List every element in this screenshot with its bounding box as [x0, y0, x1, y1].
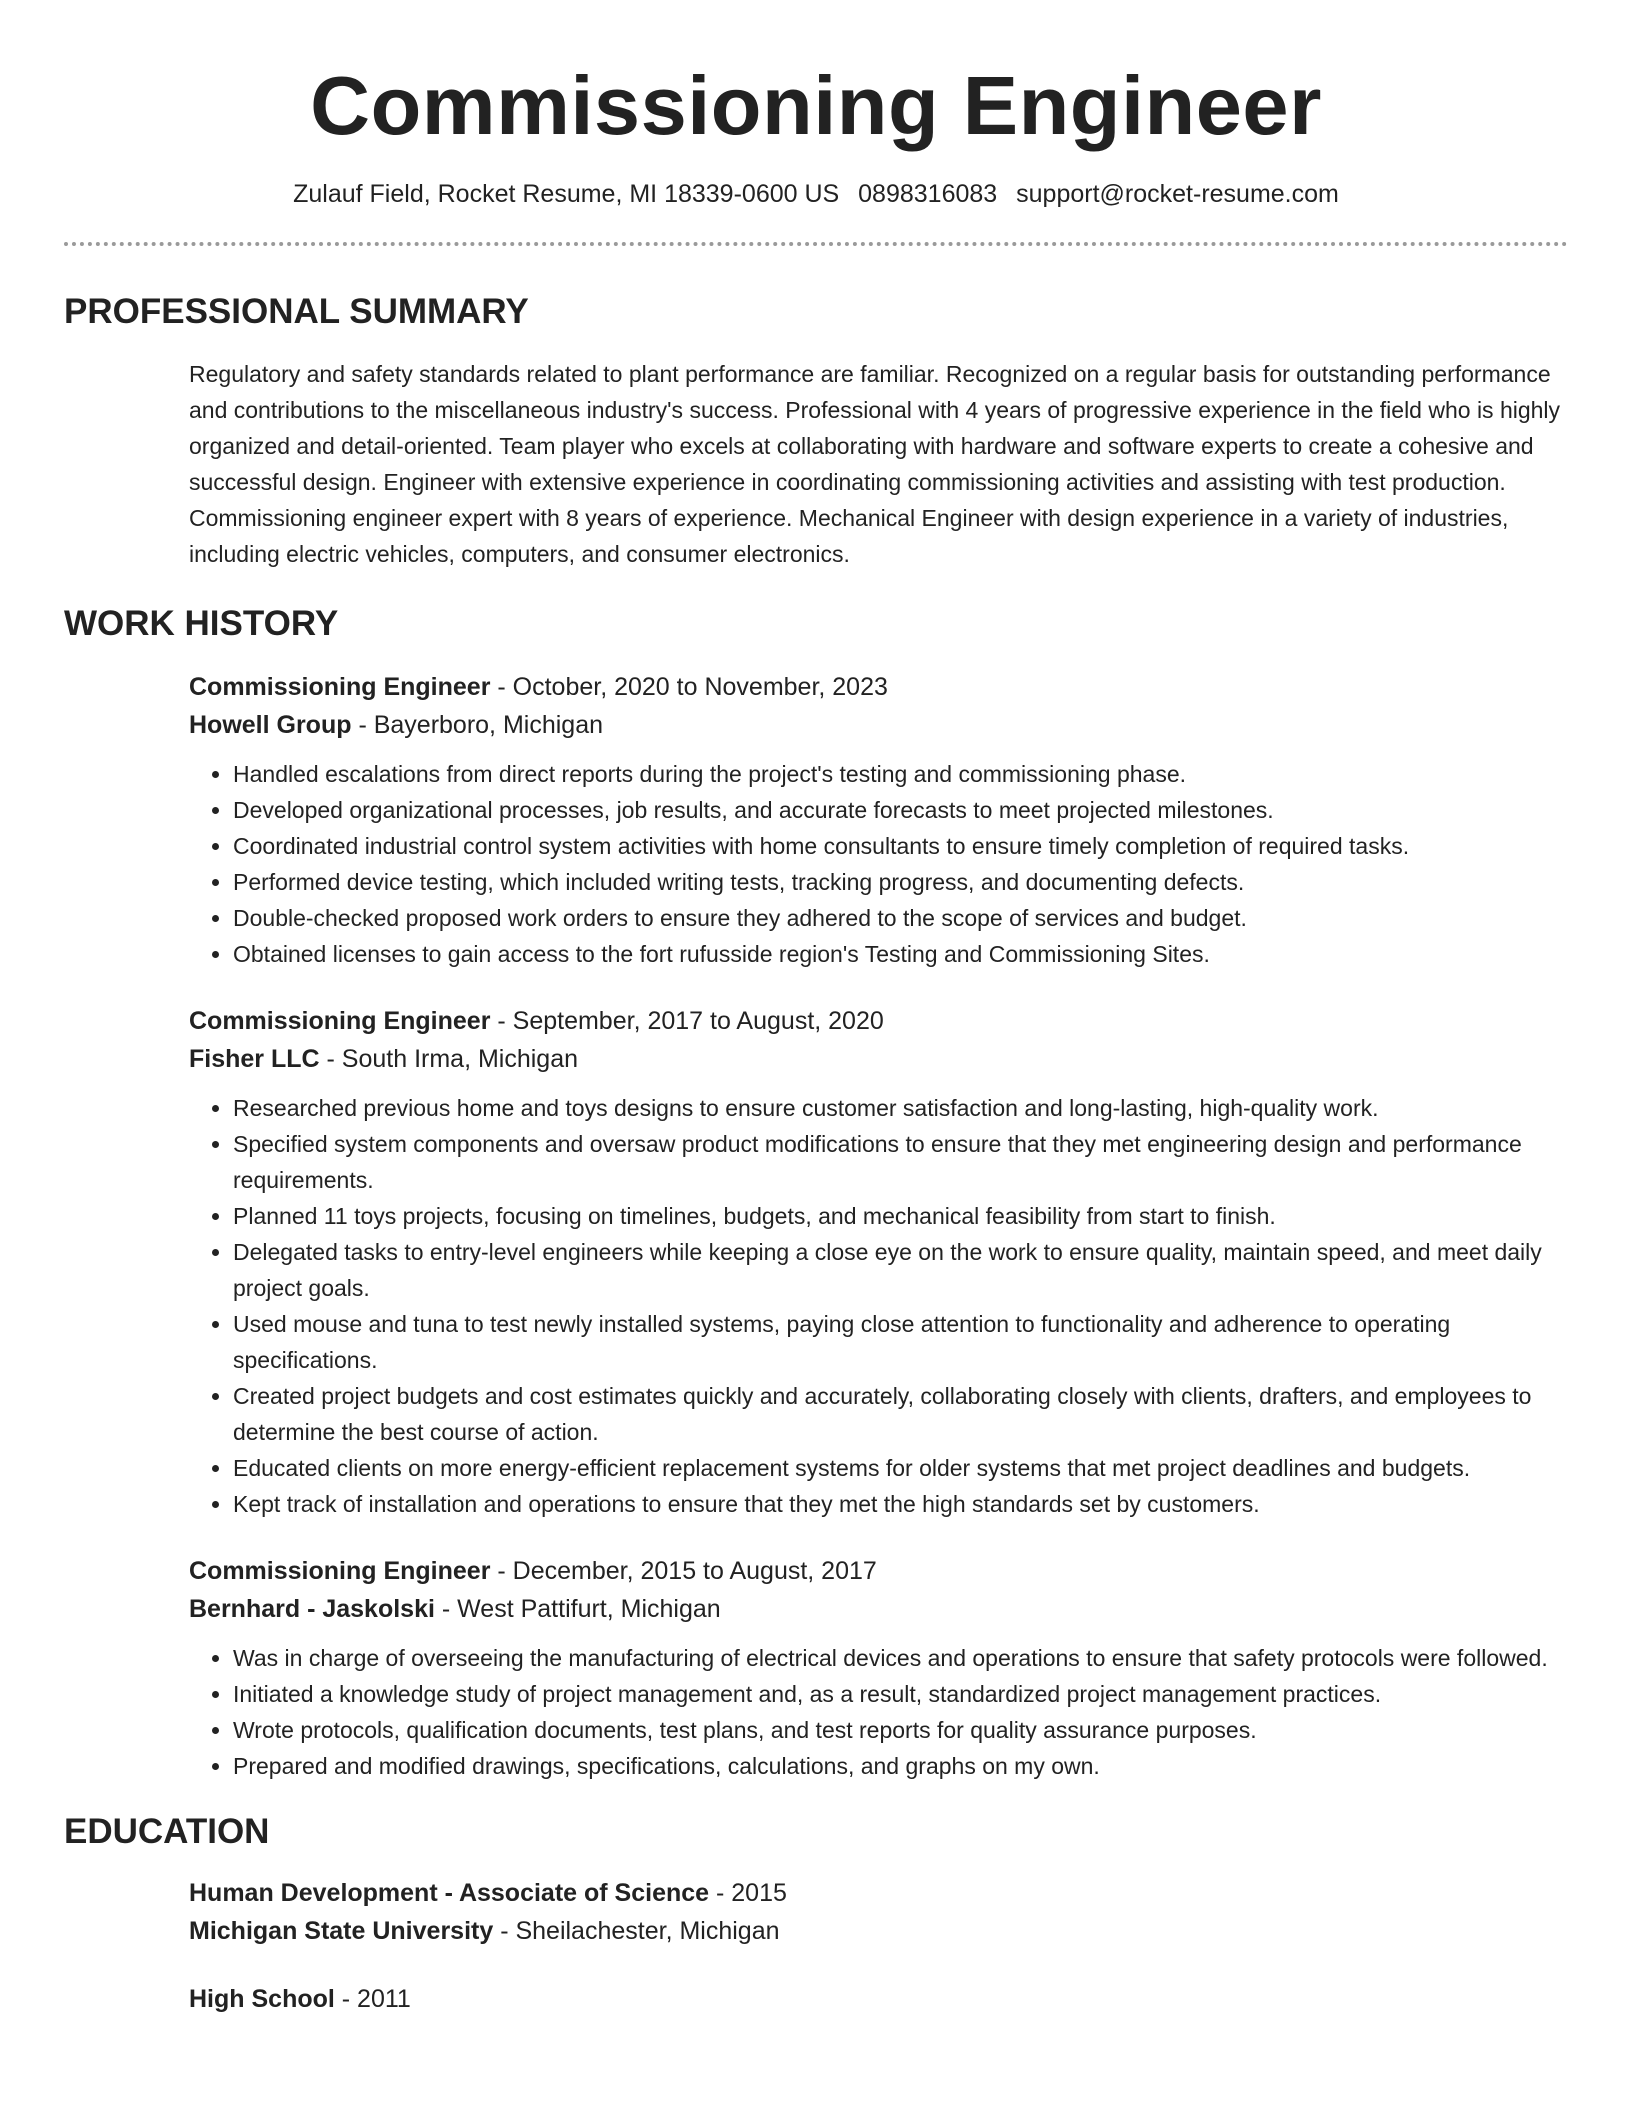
job-title-line — [189, 1552, 1568, 1590]
school-line — [189, 1912, 1568, 1950]
employer-line — [189, 706, 1568, 744]
header-divider — [64, 242, 1568, 246]
employer-line — [189, 1590, 1568, 1628]
job-bullet: • Used mouse and tuna to test newly installed systems, paying close attention to functionality and adherence to operating specifications. — [233, 1306, 1568, 1378]
job-bullet: • Planned 11 toys projects, focusing on timelines, budgets, and mechanical feasibility from start to finish. — [233, 1198, 1568, 1234]
education-location: - Sheilachester, Michigan — [493, 1917, 780, 1945]
work-section — [64, 602, 1568, 1784]
job-bullet: • Coordinated industrial control system activities with home consultants to ensure timely completion of required tasks. — [233, 828, 1568, 864]
job-bullet: • Initiated a knowledge study of project management and, as a result, standardized project management practices. — [233, 1676, 1568, 1712]
job-bullet: • Was in charge of overseeing the manufacturing of electrical devices and operations to ensure that safety protocols were followed. — [233, 1640, 1568, 1676]
summary-title: PROFESSIONAL SUMMARY — [64, 292, 529, 331]
job-dates: - December, 2015 to August, 2017 — [490, 1557, 877, 1585]
job-company: Bernhard - Jaskolski — [189, 1595, 435, 1623]
job-title-line — [189, 1002, 1568, 1040]
job-bullet: • Wrote protocols, qualification documents, test plans, and test reports for quality assurance purposes. — [233, 1712, 1568, 1748]
job-role: Commissioning Engineer — [189, 673, 491, 701]
education-section — [64, 1810, 1568, 2018]
job-bullet: • Kept track of installation and operations to ensure that they met the high standards set by customers. — [233, 1486, 1568, 1522]
employer-line — [189, 1040, 1568, 1078]
job-bullet: • Developed organizational processes, job results, and accurate forecasts to meet projected milestones. — [233, 792, 1568, 828]
job-company: Howell Group — [189, 711, 352, 739]
job-bullet: • Handled escalations from direct reports during the project's testing and commissioning phase. — [233, 756, 1568, 792]
education-title: EDUCATION — [64, 1812, 270, 1851]
job-role: Commissioning Engineer — [189, 1007, 491, 1035]
job-entry — [189, 1002, 1568, 1522]
work-title: WORK HISTORY — [64, 604, 339, 643]
job-bullet: • Created project budgets and cost estimates quickly and accurately, collaborating closely with clients, drafters, and employees to determine the best course of action. — [233, 1378, 1568, 1450]
job-bullet: • Specified system components and oversaw product modifications to ensure that they met engineering design and performance requirements. — [233, 1126, 1568, 1198]
summary-text: Regulatory and safety standards related to plant performance are familiar. Recognized on a regular basis for outstanding performance and contributions to the miscellaneous industry's success. Professional with 4 years of progressive experience in the field who is highly organized and detail-oriented. Team player who excels at collaborating with hardware and software experts to create a cohesive and successful design. Engineer with extensive experience in coordinating commissioning activities and assisting with test production. Commissioning engineer expert with 8 years of experience. Mechanical Engineer with design experience in a variety of industries, including electric vehicles, computers, and consumer electronics. — [189, 361, 1561, 567]
job-bullet: • Researched previous home and toys designs to ensure customer satisfaction and long-lasting, high-quality work. — [233, 1090, 1568, 1126]
education-year: - 2015 — [709, 1879, 787, 1907]
job-role: Commissioning Engineer — [189, 1557, 491, 1585]
job-bullets — [189, 1640, 1568, 1784]
education-degree: Human Development - Associate of Science — [189, 1879, 710, 1907]
job-location: - Bayerboro, Michigan — [351, 711, 604, 739]
contact-email: support@rocket-resume.com — [1016, 180, 1339, 208]
job-bullet: • Obtained licenses to gain access to the fort rufusside region's Testing and Commissioning Sites. — [233, 936, 1568, 972]
job-location: - South Irma, Michigan — [319, 1045, 579, 1073]
job-entry — [189, 668, 1568, 972]
job-bullet: • Double-checked proposed work orders to ensure they adhered to the scope of services and budget. — [233, 900, 1568, 936]
resume-name: Commissioning Engineer — [310, 59, 1322, 152]
job-dates: - September, 2017 to August, 2020 — [490, 1007, 884, 1035]
contact-phone: 0898316083 — [858, 180, 998, 208]
job-entry — [189, 1552, 1568, 1784]
contact-address: Zulauf Field, Rocket Resume, MI 18339-0600 US — [293, 180, 840, 208]
degree-line — [189, 1980, 1568, 2018]
education-degree: High School — [189, 1985, 335, 2013]
job-bullet: • Educated clients on more energy-efficient replacement systems for older systems that met project deadlines and budgets. — [233, 1450, 1568, 1486]
contact-info — [64, 178, 1568, 210]
degree-line — [189, 1874, 1568, 1912]
education-school: Michigan State University — [189, 1917, 494, 1945]
education-entry — [189, 1874, 1568, 1950]
job-location: - West Pattifurt, Michigan — [434, 1595, 721, 1623]
job-bullet: • Delegated tasks to entry-level engineers while keeping a close eye on the work to ensure quality, maintain speed, and meet daily project goals. — [233, 1234, 1568, 1306]
summary-section — [64, 290, 1568, 572]
job-dates: - October, 2020 to November, 2023 — [490, 673, 888, 701]
job-bullet: • Prepared and modified drawings, specifications, calculations, and graphs on my own. — [233, 1748, 1568, 1784]
job-company: Fisher LLC — [189, 1045, 320, 1073]
job-bullets — [189, 756, 1568, 972]
education-year: - 2011 — [334, 1985, 411, 2013]
job-bullets — [189, 1090, 1568, 1522]
resume-page — [64, 0, 1568, 2018]
job-bullet: • Performed device testing, which included writing tests, tracking progress, and documenting defects. — [233, 864, 1568, 900]
job-title-line — [189, 668, 1568, 706]
education-entry — [189, 1980, 1568, 2018]
